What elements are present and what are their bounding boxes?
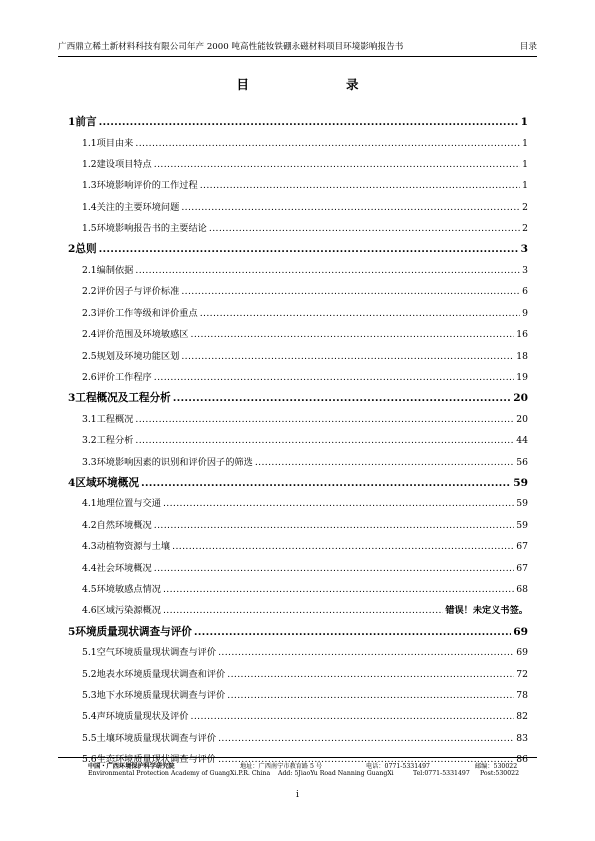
toc-entry-title: 评价工作等级和评价重点 bbox=[96, 307, 198, 319]
toc-entry-title: 空气环境质量现状调查与评价 bbox=[96, 647, 217, 659]
toc-entry-title: 关注的主要环境问题 bbox=[96, 201, 180, 213]
toc-section-entry[interactable] bbox=[68, 154, 528, 175]
toc-section-entry[interactable] bbox=[68, 558, 528, 579]
toc-entry-page: 59 bbox=[516, 519, 528, 531]
toc-dot-leader bbox=[135, 430, 514, 451]
toc-section-entry[interactable] bbox=[68, 515, 528, 536]
toc-dot-leader bbox=[154, 154, 520, 175]
toc-title: 目 录 bbox=[236, 77, 383, 92]
toc-dot-leader bbox=[154, 515, 515, 536]
toc-entry-title: 环境影响报告书的主要结论 bbox=[96, 223, 207, 235]
toc-entry-number: 2.2 bbox=[82, 286, 97, 298]
table-of-contents bbox=[68, 112, 528, 771]
toc-entry-title: 工程概况 bbox=[96, 413, 134, 425]
toc-entry-number: 4.6 bbox=[82, 605, 97, 617]
toc-entry-page: 6 bbox=[522, 286, 528, 298]
toc-entry-number: 4.3 bbox=[82, 541, 97, 553]
toc-section-entry[interactable] bbox=[68, 493, 528, 514]
toc-dot-leader bbox=[154, 367, 515, 388]
toc-entry-page: 1 bbox=[522, 180, 528, 192]
toc-dot-leader bbox=[191, 324, 515, 345]
toc-entry-title: 环境影响因素的识别和评价因子的筛选 bbox=[96, 456, 253, 468]
toc-entry-number: 2.6 bbox=[82, 371, 97, 383]
toc-entry-page: 2 bbox=[522, 223, 528, 235]
toc-section-entry[interactable] bbox=[68, 346, 528, 367]
toc-dot-leader bbox=[154, 558, 515, 579]
toc-dot-leader bbox=[163, 493, 514, 514]
toc-dot-leader bbox=[99, 112, 519, 133]
footer-address-cn: 地址：广西南宁市教育路 5 号 bbox=[240, 763, 323, 770]
toc-entry-title: 生态环境质量现状调查与评价 bbox=[96, 754, 217, 766]
toc-entry-title: 区域污染源概况 bbox=[96, 605, 161, 617]
toc-dot-leader bbox=[141, 473, 511, 494]
toc-entry-number: 1.1 bbox=[82, 137, 97, 149]
toc-dot-leader bbox=[209, 218, 520, 239]
toc-entry-title: 规划及环境功能区划 bbox=[96, 350, 180, 362]
toc-entry-title: 地理位置与交通 bbox=[96, 498, 161, 510]
toc-entry-number: 4.5 bbox=[82, 584, 97, 596]
toc-entry-page: 59 bbox=[516, 498, 528, 510]
toc-entry-title: 评价范围及环境敏感区 bbox=[96, 329, 189, 341]
toc-entry-page: 18 bbox=[516, 350, 528, 362]
toc-entry-title: 环境质量现状调查与评价 bbox=[75, 625, 192, 638]
toc-entry-number: 5 bbox=[68, 625, 76, 638]
toc-section-entry[interactable] bbox=[68, 367, 528, 388]
toc-section-entry[interactable] bbox=[68, 281, 528, 302]
toc-entry-page: 错误！未定义书签。 bbox=[445, 605, 528, 617]
toc-section-entry[interactable] bbox=[68, 303, 528, 324]
toc-dot-leader bbox=[191, 706, 515, 727]
toc-entry-number: 5.5 bbox=[82, 732, 97, 744]
toc-entry-title: 社会环境概况 bbox=[96, 562, 152, 574]
toc-entry-page: 2 bbox=[522, 201, 528, 213]
toc-entry-title: 总则 bbox=[75, 243, 97, 256]
toc-section-entry[interactable] bbox=[68, 579, 528, 600]
toc-dot-leader bbox=[181, 346, 514, 367]
footer-postcode-en: Post:530022 bbox=[480, 770, 520, 777]
toc-entry-title: 评价因子与评价标准 bbox=[96, 286, 180, 298]
toc-dot-leader bbox=[173, 388, 512, 409]
toc-dot-leader bbox=[135, 133, 520, 154]
toc-entry-page: 69 bbox=[516, 647, 528, 659]
toc-entry-page: 69 bbox=[513, 625, 528, 638]
toc-section-entry[interactable] bbox=[68, 642, 528, 663]
toc-entry-number: 3 bbox=[68, 392, 76, 405]
header-section-label: 目录 bbox=[519, 42, 537, 52]
toc-entry-page: 19 bbox=[516, 371, 528, 383]
toc-section-entry[interactable] bbox=[68, 260, 528, 281]
toc-entry-title: 环境影响评价的工作过程 bbox=[96, 180, 198, 192]
toc-entry-number: 3.1 bbox=[82, 413, 97, 425]
footer-row-english bbox=[88, 770, 528, 779]
toc-dot-leader bbox=[181, 281, 520, 302]
toc-entry-title: 土壤环境质量现状调查与评价 bbox=[96, 732, 217, 744]
toc-entry-number: 3.2 bbox=[82, 435, 97, 447]
toc-entry-number: 3.3 bbox=[82, 456, 97, 468]
toc-entry-title: 地表水环境质量现状调查和评价 bbox=[96, 668, 226, 680]
toc-entry-page: 68 bbox=[516, 584, 528, 596]
toc-entry-number: 1.2 bbox=[82, 158, 97, 170]
toc-section-entry[interactable] bbox=[68, 409, 528, 430]
footer-postcode-cn: 邮编：530022 bbox=[475, 763, 518, 770]
toc-section-entry[interactable] bbox=[68, 600, 528, 621]
toc-section-entry[interactable] bbox=[68, 664, 528, 685]
header-document-title: 广西鼎立稀土新材料科技有限公司年产 2000 吨高性能钕铁硼永磁材料项目环境影响报告书 bbox=[58, 42, 404, 52]
toc-section-entry[interactable] bbox=[68, 218, 528, 239]
toc-section-entry[interactable] bbox=[68, 452, 528, 473]
toc-entry-page: 20 bbox=[513, 392, 528, 405]
toc-entry-number: 2.3 bbox=[82, 307, 97, 319]
toc-entry-page: 16 bbox=[516, 329, 528, 341]
toc-entry-number: 5.6 bbox=[82, 754, 97, 766]
toc-dot-leader bbox=[218, 728, 514, 749]
toc-entry-title: 自然环境概况 bbox=[96, 519, 152, 531]
toc-entry-number: 4 bbox=[68, 476, 76, 489]
toc-entry-title: 编制依据 bbox=[96, 264, 134, 276]
toc-entry-page: 44 bbox=[516, 435, 528, 447]
toc-entry-number: 4.4 bbox=[82, 562, 97, 574]
toc-section-entry[interactable] bbox=[68, 133, 528, 154]
toc-chapter-entry[interactable] bbox=[68, 473, 528, 494]
toc-section-entry[interactable] bbox=[68, 536, 528, 557]
toc-dot-leader bbox=[163, 579, 514, 600]
toc-entry-page: 82 bbox=[516, 711, 528, 723]
toc-entry-number: 2.4 bbox=[82, 329, 97, 341]
toc-dot-leader bbox=[200, 303, 520, 324]
toc-entry-number: 5.3 bbox=[82, 690, 97, 702]
toc-dot-leader bbox=[135, 260, 520, 281]
toc-section-entry[interactable] bbox=[68, 430, 528, 451]
toc-entry-page: 1 bbox=[522, 158, 528, 170]
toc-dot-leader bbox=[135, 409, 514, 430]
toc-entry-page: 67 bbox=[516, 562, 528, 574]
footer-phone-cn: 电话：0771-5331497 bbox=[366, 763, 430, 770]
toc-entry-number: 5.4 bbox=[82, 711, 97, 723]
toc-entry-number: 4.1 bbox=[82, 498, 97, 510]
toc-dot-leader bbox=[227, 685, 514, 706]
toc-section-entry[interactable] bbox=[68, 685, 528, 706]
toc-entry-page: 9 bbox=[522, 307, 528, 319]
toc-entry-page: 67 bbox=[516, 541, 528, 553]
toc-entry-title: 工程分析 bbox=[96, 435, 134, 447]
toc-entry-page: 20 bbox=[516, 413, 528, 425]
toc-entry-title: 工程概况及工程分析 bbox=[75, 392, 171, 405]
toc-section-entry[interactable] bbox=[68, 728, 528, 749]
toc-entry-number: 1.5 bbox=[82, 223, 97, 235]
toc-entry-page: 56 bbox=[516, 456, 528, 468]
footer-org-cn: 中国・广西环境保护科学研究院 bbox=[88, 763, 175, 770]
toc-section-entry[interactable] bbox=[68, 197, 528, 218]
toc-chapter-entry[interactable] bbox=[68, 112, 528, 133]
toc-entry-title: 项目由来 bbox=[96, 137, 134, 149]
toc-entry-page: 59 bbox=[513, 476, 528, 489]
toc-dot-leader bbox=[163, 600, 443, 621]
toc-section-entry[interactable] bbox=[68, 175, 528, 196]
toc-entry-page: 86 bbox=[516, 754, 528, 766]
toc-dot-leader bbox=[255, 452, 514, 473]
toc-entry-number: 5.1 bbox=[82, 647, 97, 659]
toc-entry-title: 前言 bbox=[75, 116, 97, 128]
toc-entry-page: 3 bbox=[520, 243, 528, 256]
toc-dot-leader bbox=[200, 175, 520, 196]
footer-address-en: Add: 5JiaoYu Road Nanning GuangXi bbox=[278, 770, 394, 777]
toc-entry-page: 83 bbox=[516, 732, 528, 744]
footer-phone-en: Tel:0771-5331497 bbox=[413, 770, 470, 777]
toc-entry-number: 2.5 bbox=[82, 350, 97, 362]
toc-entry-number: 5.2 bbox=[82, 668, 97, 680]
toc-dot-leader bbox=[181, 197, 520, 218]
toc-entry-number: 1 bbox=[68, 116, 76, 128]
toc-entry-page: 1 bbox=[520, 116, 528, 128]
page-number: i bbox=[296, 790, 299, 800]
toc-dot-leader bbox=[99, 239, 519, 260]
toc-entry-page: 3 bbox=[522, 264, 528, 276]
toc-section-entry[interactable] bbox=[68, 706, 528, 727]
toc-section-entry[interactable] bbox=[68, 324, 528, 345]
toc-entry-number: 1.4 bbox=[82, 201, 97, 213]
footer bbox=[58, 757, 537, 784]
toc-entry-number: 1.3 bbox=[82, 180, 97, 192]
toc-chapter-entry[interactable] bbox=[68, 622, 528, 643]
toc-entry-number: 2.1 bbox=[82, 264, 97, 276]
toc-entry-title: 动植物资源与土壤 bbox=[96, 541, 171, 553]
toc-entry-page: 1 bbox=[522, 137, 528, 149]
toc-entry-page: 72 bbox=[516, 668, 528, 680]
toc-entry-number: 4.2 bbox=[82, 519, 97, 531]
toc-dot-leader bbox=[227, 664, 514, 685]
toc-entry-title: 地下水环境质量现状调查与评价 bbox=[96, 690, 226, 702]
footer-org-en: Environmental Protection Academy of GuangXi.P.R. China bbox=[88, 770, 271, 777]
toc-entry-title: 环境敏感点情况 bbox=[96, 584, 161, 596]
toc-dot-leader bbox=[172, 536, 514, 557]
running-header bbox=[58, 40, 537, 57]
toc-entry-title: 区域环境概况 bbox=[75, 476, 139, 489]
toc-entry-title: 建设项目特点 bbox=[96, 158, 152, 170]
toc-entry-title: 评价工作程序 bbox=[96, 371, 152, 383]
toc-entry-title: 声环境质量现状及评价 bbox=[96, 711, 189, 723]
footer-row-chinese bbox=[88, 761, 528, 770]
toc-chapter-entry[interactable] bbox=[68, 239, 528, 260]
toc-dot-leader bbox=[218, 642, 514, 663]
toc-chapter-entry[interactable] bbox=[68, 388, 528, 409]
toc-entry-number: 2 bbox=[68, 243, 76, 256]
toc-dot-leader bbox=[194, 622, 511, 643]
toc-entry-page: 78 bbox=[516, 690, 528, 702]
